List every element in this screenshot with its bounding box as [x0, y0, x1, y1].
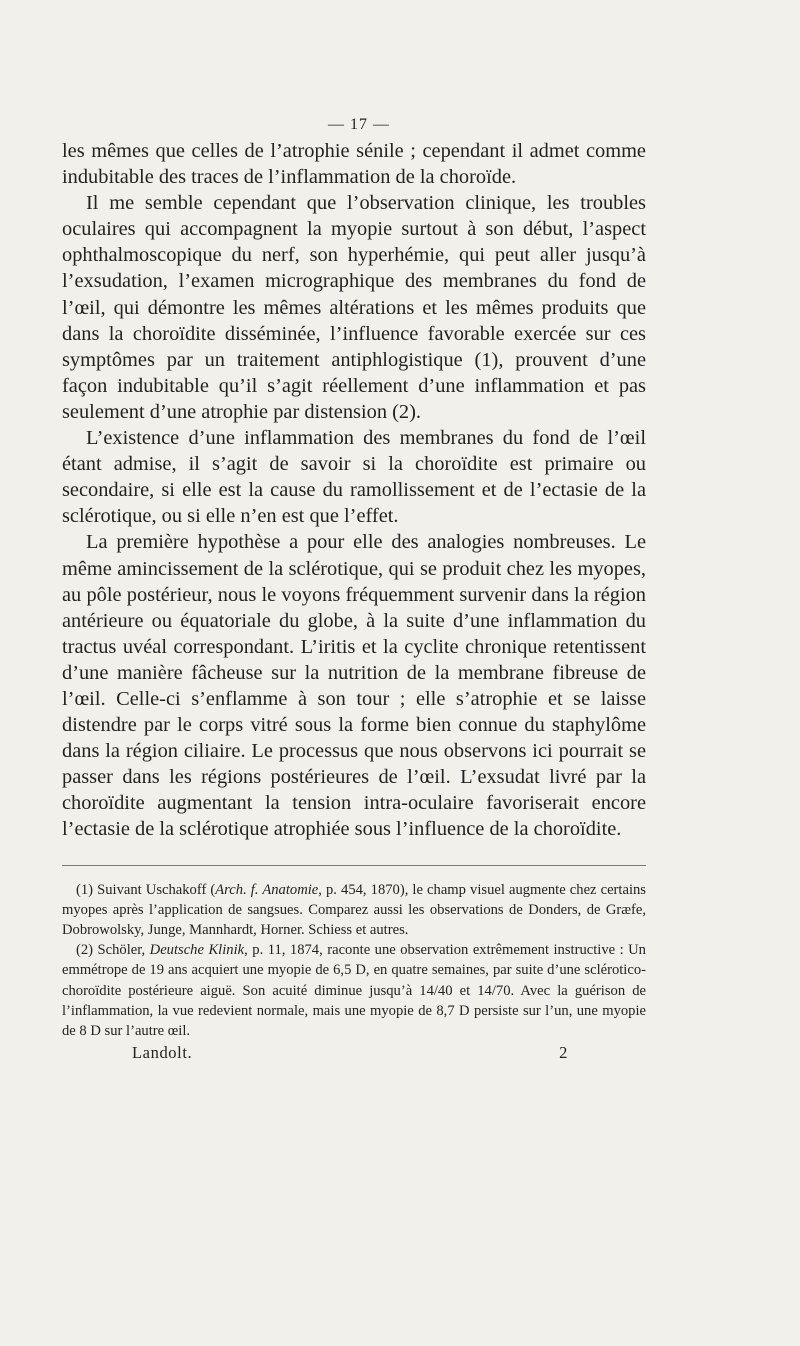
paragraph-2: Il me semble cependant que l’observation clinique, les troubles oculaires qui accompagnent la myopie surtout à son début, l’aspect ophthalmoscopique du nerf, son hyperhémie, qui peut aller jusqu’à l’exsudation, l’examen micrographique des membranes du fond de l’œil, qui démontre les mêmes altérations et les mêmes produits que dans la choroïdite disséminée, l’influence favorable exercée sur ces symptômes par un traitement antiphlogistique (1), prouvent d’une façon indubitable qu’il s’agit réellement d’une inflammation et pas seulement d’une atrophie par distension (2).: [62, 192, 646, 423]
paragraph-4: La première hypothèse a pour elle des analogies nombreuses. Le même amincissement de la sclérotique, qui se produit chez les myopes, au pôle postérieur, nous le voyons fréquemment survenir dans la région antérieure ou équatoriale du globe, à la suite d’une inflammation du tractus uvéal correspondant. L’iritis et la cyclite chronique retentissent d’une manière fâcheuse sur la nutrition de la membrane fibreuse de l’œil. Celle-ci s’enflamme à son tour ; elle s’atrophie et se laisse distendre par le corps vitré sous la forme bien connue du staphylôme dans la région ciliaire. Le processus que nous observons ici pourrait se passer dans les régions postérieures de l’œil. L’exsudat livré par la choroïdite augmentant la tension intra-oculaire favoriserait encore l’ectasie de la sclérotique atrophiée sous l’influence de la choroïdite.: [62, 531, 646, 841]
footnote-2-text: , p. 11, 1874, raconte une observation extrêmement instructive : Un emmétrope de 19 ans acquiert une myopie de 6,5 D, en quatre semaines, par suite d’une sclérotico-choroïdite postérieure aiguë. Son acuité diminue jusqu’à 14/40 et 14/70. Avec la guérison de l’inflammation, la vue redevient normale, mais une myopie de 8,7 D persiste sur l’un, une myopie de 8 D sur l’autre œil.: [62, 942, 646, 1039]
body-text: [62, 138, 646, 843]
footnote-2: [62, 940, 646, 1041]
paragraph-3: L’existence d’une inflammation des membranes du fond de l’œil étant admise, il s’agit de savoir si la choroïdite est primaire ou secondaire, si elle est la cause du ramollissement et de l’ectasie de la sclérotique, ou si elle n’en est que l’effet.: [62, 427, 646, 528]
footnote-1-text: , p. 454, 1870), le champ visuel augmente chez certains myopes après l’application de sangsues. Comparez aussi les observations de Donders, de Græfe, Dobrowolsky, Junge, Mannhardt, Horner. Schiess et autres.: [62, 881, 646, 938]
footnote-divider: [62, 865, 646, 866]
page-number: — 17 —: [328, 116, 390, 133]
page: [62, 116, 646, 1063]
paragraph-1: les mêmes que celles de l’atrophie sénile ; cependant il admet comme indubitable des traces de l’inflammation de la choroïde.: [62, 140, 646, 189]
footnote-1-journal: Arch. f. Anatomie: [215, 881, 319, 898]
signature-author: Landolt.: [132, 1043, 193, 1063]
footnote-1-lead: (1) Suivant Uschakoff (: [76, 881, 216, 898]
signature-sheet-number: 2: [559, 1043, 568, 1063]
footnote-2-journal: Deutsche Klinik: [149, 942, 245, 959]
footnotes: [62, 880, 646, 1042]
footnote-2-lead: (2) Schöler,: [76, 942, 150, 959]
footnote-1: [62, 880, 646, 941]
signature-line: [62, 1043, 646, 1063]
